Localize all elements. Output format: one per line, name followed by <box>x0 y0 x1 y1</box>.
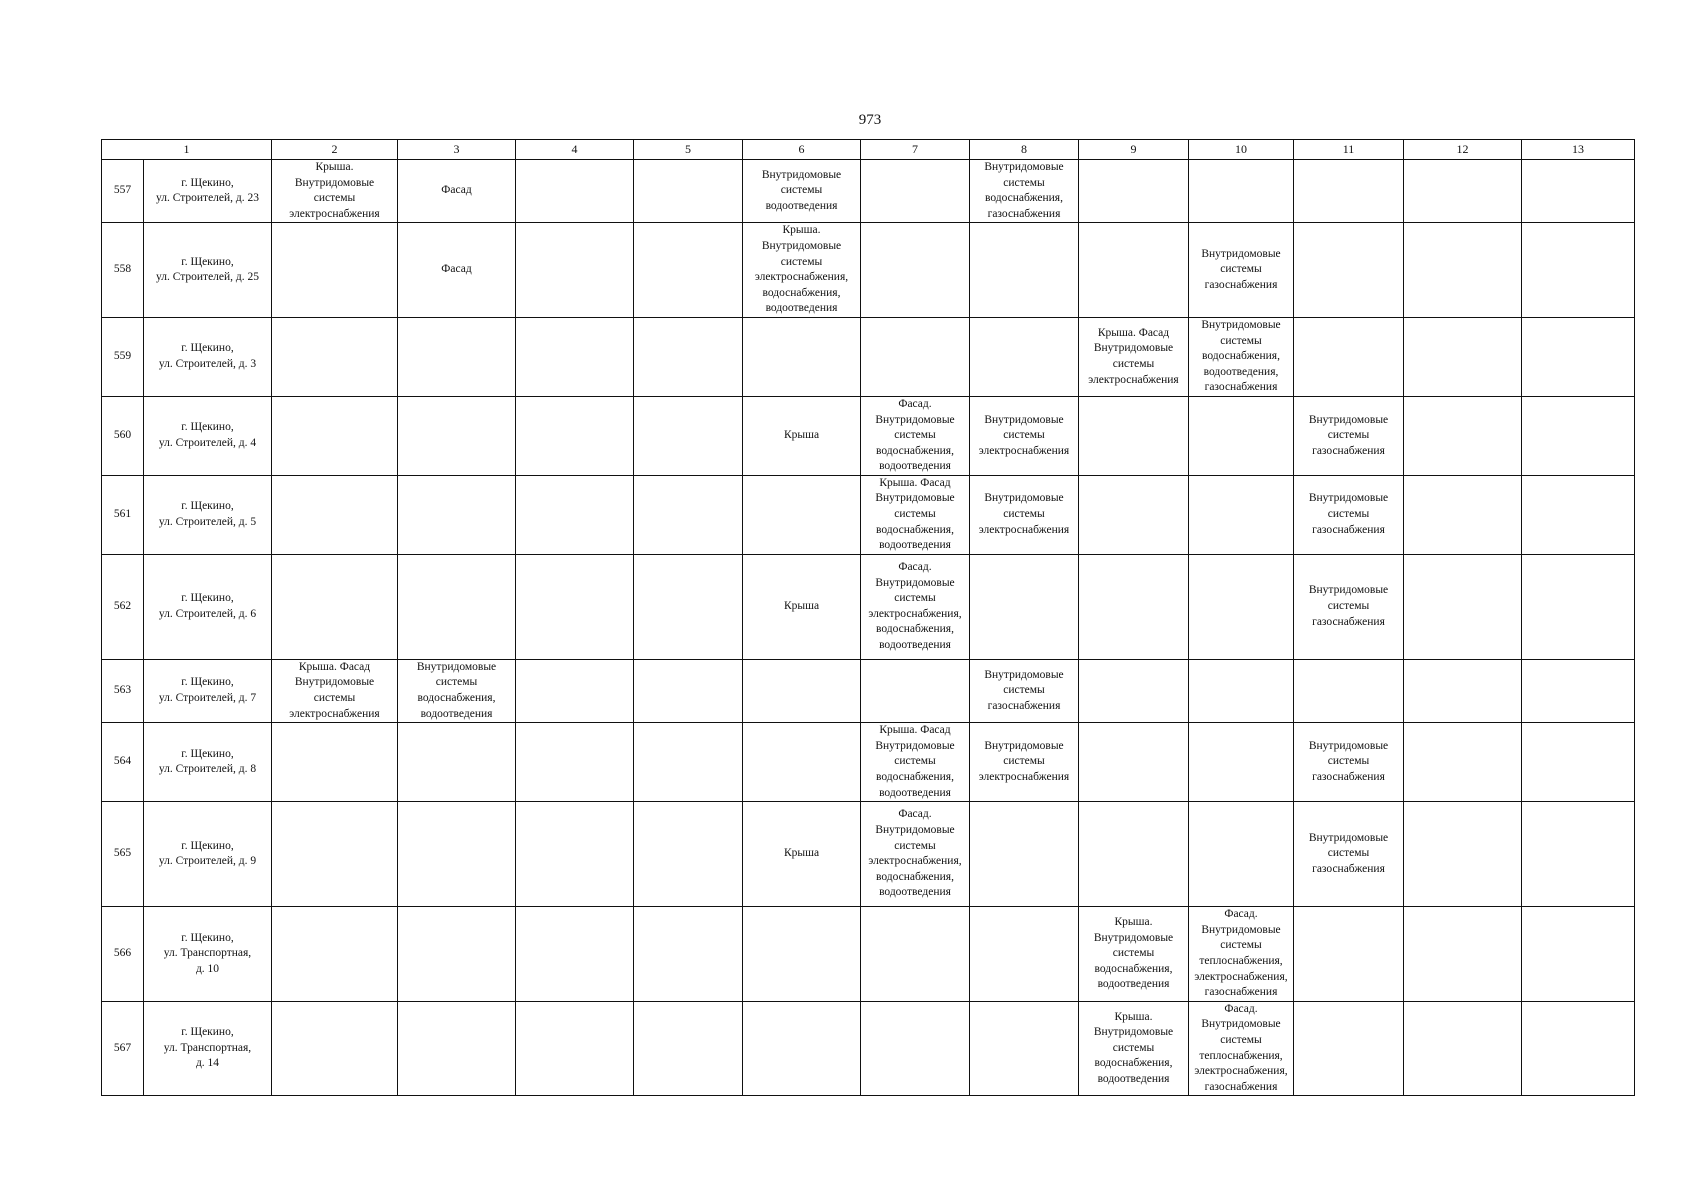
work-cell-col-10 <box>1189 554 1294 659</box>
work-cell-col-10: Фасад. Внутридомовые системы теплоснабжения, электроснабжения, газоснабжения <box>1189 907 1294 1002</box>
work-cell-col-9 <box>1079 475 1189 554</box>
row-number: 559 <box>102 317 144 396</box>
work-cell-col-10 <box>1189 723 1294 802</box>
work-cell-col-4 <box>516 802 634 907</box>
work-cell-col-12 <box>1404 554 1522 659</box>
work-cell-col-3 <box>398 475 516 554</box>
work-cell-col-8: Внутридомовые системы электроснабжения <box>970 475 1079 554</box>
column-header-11: 11 <box>1294 140 1404 160</box>
work-cell-col-9 <box>1079 659 1189 722</box>
work-cell-col-2 <box>272 475 398 554</box>
work-cell-col-8: Внутридомовые системы газоснабжения <box>970 659 1079 722</box>
work-cell-col-8 <box>970 1001 1079 1096</box>
work-cell-col-11: Внутридомовые системы газоснабжения <box>1294 802 1404 907</box>
work-cell-col-10: Внутридомовые системы газоснабжения <box>1189 223 1294 318</box>
address-cell: г. Щекино, ул. Строителей, д. 23 <box>144 160 272 223</box>
work-cell-col-4 <box>516 723 634 802</box>
work-cell-col-10: Фасад. Внутридомовые системы теплоснабжения, электроснабжения, газоснабжения <box>1189 1001 1294 1096</box>
work-cell-col-2 <box>272 396 398 475</box>
work-cell-col-12 <box>1404 1001 1522 1096</box>
work-cell-col-4 <box>516 554 634 659</box>
work-cell-col-11 <box>1294 160 1404 223</box>
work-cell-col-13 <box>1522 223 1635 318</box>
work-cell-col-13 <box>1522 475 1635 554</box>
row-number: 567 <box>102 1001 144 1096</box>
work-cell-col-2: Крыша. Фасад Внутридомовые системы электроснабжения <box>272 659 398 722</box>
work-cell-col-12 <box>1404 802 1522 907</box>
work-cell-col-6 <box>743 723 861 802</box>
work-cell-col-10 <box>1189 475 1294 554</box>
column-header-13: 13 <box>1522 140 1635 160</box>
work-cell-col-4 <box>516 223 634 318</box>
column-header-4: 4 <box>516 140 634 160</box>
work-cell-col-12 <box>1404 907 1522 1002</box>
table-row <box>102 160 1635 223</box>
column-header-1: 1 <box>102 140 272 160</box>
column-header-10: 10 <box>1189 140 1294 160</box>
work-cell-col-8 <box>970 802 1079 907</box>
row-number: 562 <box>102 554 144 659</box>
work-cell-col-5 <box>634 1001 743 1096</box>
table-row <box>102 907 1635 1002</box>
row-number: 564 <box>102 723 144 802</box>
work-cell-col-5 <box>634 659 743 722</box>
work-cell-col-10 <box>1189 659 1294 722</box>
work-cell-col-3 <box>398 802 516 907</box>
work-cell-col-6 <box>743 1001 861 1096</box>
work-cell-col-6 <box>743 659 861 722</box>
work-cell-col-6: Крыша <box>743 802 861 907</box>
work-cell-col-3 <box>398 907 516 1002</box>
work-cell-col-13 <box>1522 1001 1635 1096</box>
table-row <box>102 1001 1635 1096</box>
work-cell-col-4 <box>516 475 634 554</box>
work-cell-col-5 <box>634 907 743 1002</box>
work-cell-col-8 <box>970 907 1079 1002</box>
work-cell-col-11 <box>1294 659 1404 722</box>
work-cell-col-13 <box>1522 723 1635 802</box>
work-cell-col-5 <box>634 723 743 802</box>
work-cell-col-9 <box>1079 396 1189 475</box>
work-cell-col-7: Крыша. Фасад Внутридомовые системы водоснабжения, водоотведения <box>861 723 970 802</box>
work-cell-col-7 <box>861 160 970 223</box>
work-cell-col-10 <box>1189 802 1294 907</box>
work-cell-col-2: Крыша. Внутридомовые системы электроснабжения <box>272 160 398 223</box>
page-number: 973 <box>858 112 882 128</box>
table-row <box>102 802 1635 907</box>
work-cell-col-9 <box>1079 802 1189 907</box>
column-header-2: 2 <box>272 140 398 160</box>
work-cell-col-6: Внутридомовые системы водоотведения <box>743 160 861 223</box>
work-cell-col-7: Фасад. Внутридомовые системы электроснабжения, водоснабжения, водоотведения <box>861 802 970 907</box>
column-header-7: 7 <box>861 140 970 160</box>
work-cell-col-5 <box>634 554 743 659</box>
work-cell-col-8: Внутридомовые системы электроснабжения <box>970 723 1079 802</box>
work-cell-col-12 <box>1404 317 1522 396</box>
work-cell-col-3 <box>398 1001 516 1096</box>
work-cell-col-8 <box>970 554 1079 659</box>
work-cell-col-12 <box>1404 723 1522 802</box>
work-cell-col-12 <box>1404 659 1522 722</box>
work-cell-col-6: Крыша <box>743 396 861 475</box>
work-cell-col-9 <box>1079 160 1189 223</box>
work-cell-col-2 <box>272 802 398 907</box>
work-cell-col-7 <box>861 907 970 1002</box>
work-cell-col-11: Внутридомовые системы газоснабжения <box>1294 396 1404 475</box>
work-cell-col-5 <box>634 160 743 223</box>
work-cell-col-7: Фасад. Внутридомовые системы электроснабжения, водоснабжения, водоотведения <box>861 554 970 659</box>
work-cell-col-5 <box>634 317 743 396</box>
work-cell-col-4 <box>516 396 634 475</box>
address-cell: г. Щекино, ул. Транспортная, д. 14 <box>144 1001 272 1096</box>
work-cell-col-8: Внутридомовые системы электроснабжения <box>970 396 1079 475</box>
address-cell: г. Щекино, ул. Транспортная, д. 10 <box>144 907 272 1002</box>
work-cell-col-5 <box>634 223 743 318</box>
table-row <box>102 223 1635 318</box>
table-row <box>102 554 1635 659</box>
work-cell-col-3: Внутридомовые системы водоснабжения, водоотведения <box>398 659 516 722</box>
work-cell-col-7 <box>861 659 970 722</box>
work-cell-col-9: Крыша. Фасад Внутридомовые системы электроснабжения <box>1079 317 1189 396</box>
work-cell-col-12 <box>1404 160 1522 223</box>
repair-schedule-table <box>101 139 1635 1096</box>
work-cell-col-13 <box>1522 396 1635 475</box>
work-cell-col-3 <box>398 317 516 396</box>
column-header-8: 8 <box>970 140 1079 160</box>
work-cell-col-2 <box>272 554 398 659</box>
work-cell-col-11 <box>1294 317 1404 396</box>
work-cell-col-11: Внутридомовые системы газоснабжения <box>1294 554 1404 659</box>
work-cell-col-2 <box>272 223 398 318</box>
work-cell-col-13 <box>1522 659 1635 722</box>
work-cell-col-12 <box>1404 396 1522 475</box>
work-cell-col-10 <box>1189 396 1294 475</box>
work-cell-col-6 <box>743 475 861 554</box>
work-cell-col-13 <box>1522 554 1635 659</box>
address-cell: г. Щекино, ул. Строителей, д. 8 <box>144 723 272 802</box>
work-cell-col-12 <box>1404 223 1522 318</box>
work-cell-col-6: Крыша <box>743 554 861 659</box>
work-cell-col-6: Крыша. Внутридомовые системы электроснабжения, водоснабжения, водоотведения <box>743 223 861 318</box>
work-cell-col-11 <box>1294 1001 1404 1096</box>
work-cell-col-9 <box>1079 554 1189 659</box>
work-cell-col-4 <box>516 160 634 223</box>
work-cell-col-8: Внутридомовые системы водоснабжения, газоснабжения <box>970 160 1079 223</box>
table-row <box>102 317 1635 396</box>
table-row <box>102 723 1635 802</box>
work-cell-col-2 <box>272 907 398 1002</box>
work-cell-col-7 <box>861 223 970 318</box>
work-cell-col-10: Внутридомовые системы водоснабжения, водоотведения, газоснабжения <box>1189 317 1294 396</box>
work-cell-col-7: Фасад. Внутридомовые системы водоснабжения, водоотведения <box>861 396 970 475</box>
work-cell-col-4 <box>516 1001 634 1096</box>
work-cell-col-2 <box>272 317 398 396</box>
table-row <box>102 396 1635 475</box>
work-cell-col-8 <box>970 317 1079 396</box>
column-header-6: 6 <box>743 140 861 160</box>
column-header-row <box>102 140 1635 160</box>
column-header-3: 3 <box>398 140 516 160</box>
row-number: 563 <box>102 659 144 722</box>
work-cell-col-3: Фасад <box>398 160 516 223</box>
work-cell-col-5 <box>634 802 743 907</box>
column-header-5: 5 <box>634 140 743 160</box>
address-cell: г. Щекино, ул. Строителей, д. 3 <box>144 317 272 396</box>
work-cell-col-9 <box>1079 723 1189 802</box>
work-cell-col-13 <box>1522 907 1635 1002</box>
row-number: 561 <box>102 475 144 554</box>
table-row <box>102 475 1635 554</box>
address-cell: г. Щекино, ул. Строителей, д. 9 <box>144 802 272 907</box>
address-cell: г. Щекино, ул. Строителей, д. 6 <box>144 554 272 659</box>
address-cell: г. Щекино, ул. Строителей, д. 5 <box>144 475 272 554</box>
work-cell-col-3 <box>398 396 516 475</box>
row-number: 566 <box>102 907 144 1002</box>
work-cell-col-9 <box>1079 223 1189 318</box>
row-number: 565 <box>102 802 144 907</box>
work-cell-col-11: Внутридомовые системы газоснабжения <box>1294 475 1404 554</box>
work-cell-col-5 <box>634 475 743 554</box>
work-cell-col-13 <box>1522 160 1635 223</box>
work-cell-col-3 <box>398 554 516 659</box>
work-cell-col-11 <box>1294 223 1404 318</box>
table-row <box>102 659 1635 722</box>
work-cell-col-5 <box>634 396 743 475</box>
work-cell-col-2 <box>272 1001 398 1096</box>
work-cell-col-7 <box>861 317 970 396</box>
work-cell-col-10 <box>1189 160 1294 223</box>
work-cell-col-4 <box>516 907 634 1002</box>
work-cell-col-7: Крыша. Фасад Внутридомовые системы водоснабжения, водоотведения <box>861 475 970 554</box>
work-cell-col-8 <box>970 223 1079 318</box>
work-cell-col-6 <box>743 317 861 396</box>
row-number: 560 <box>102 396 144 475</box>
work-cell-col-11 <box>1294 907 1404 1002</box>
work-cell-col-3: Фасад <box>398 223 516 318</box>
work-cell-col-13 <box>1522 802 1635 907</box>
work-cell-col-2 <box>272 723 398 802</box>
work-cell-col-6 <box>743 907 861 1002</box>
work-cell-col-4 <box>516 317 634 396</box>
work-cell-col-3 <box>398 723 516 802</box>
work-cell-col-7 <box>861 1001 970 1096</box>
work-cell-col-11: Внутридомовые системы газоснабжения <box>1294 723 1404 802</box>
work-cell-col-13 <box>1522 317 1635 396</box>
column-header-12: 12 <box>1404 140 1522 160</box>
address-cell: г. Щекино, ул. Строителей, д. 4 <box>144 396 272 475</box>
column-header-9: 9 <box>1079 140 1189 160</box>
work-cell-col-12 <box>1404 475 1522 554</box>
work-cell-col-9: Крыша. Внутридомовые системы водоснабжения, водоотведения <box>1079 907 1189 1002</box>
row-number: 558 <box>102 223 144 318</box>
address-cell: г. Щекино, ул. Строителей, д. 25 <box>144 223 272 318</box>
work-cell-col-4 <box>516 659 634 722</box>
row-number: 557 <box>102 160 144 223</box>
work-cell-col-9: Крыша. Внутридомовые системы водоснабжения, водоотведения <box>1079 1001 1189 1096</box>
table-body <box>102 160 1635 1096</box>
address-cell: г. Щекино, ул. Строителей, д. 7 <box>144 659 272 722</box>
